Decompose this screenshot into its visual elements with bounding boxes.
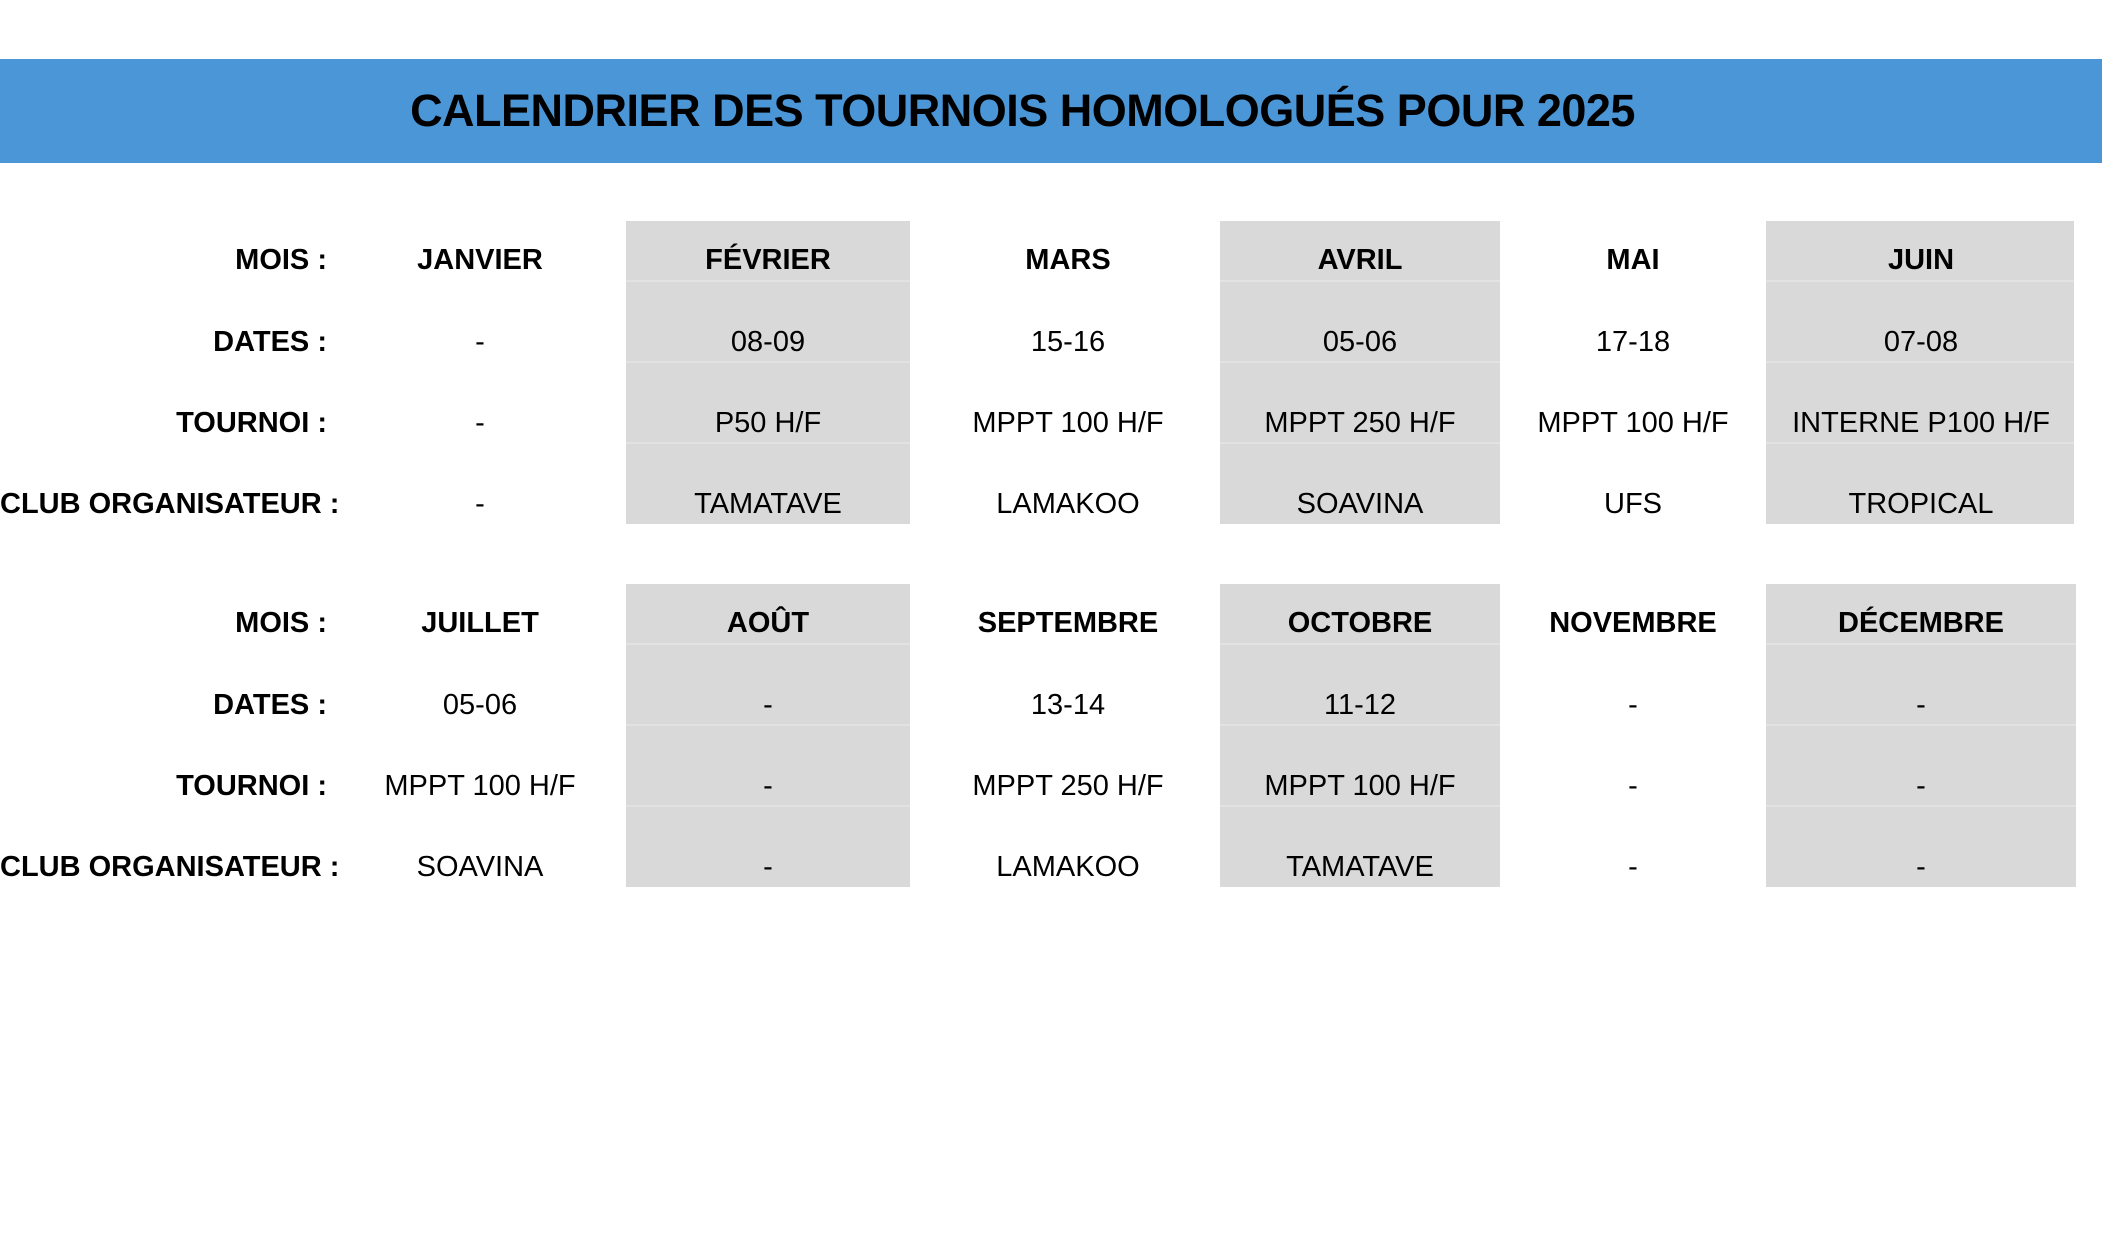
dates-cell-aout: - <box>763 689 773 721</box>
month-cell-juillet: JUILLET <box>421 607 539 639</box>
calendar-block-jul-dec <box>0 584 2102 887</box>
tournament-cell-janvier: - <box>475 407 485 439</box>
label-tournament: TOURNOI : <box>176 770 327 802</box>
dates-cell-mai: 17-18 <box>1595 326 1671 358</box>
label-tournament: TOURNOI : <box>176 407 327 439</box>
club-cell-aout: - <box>763 851 773 883</box>
label-month: MOIS : <box>235 607 327 639</box>
club-cell-janvier: - <box>475 488 485 520</box>
tournament-cell-octobre: MPPT 100 H/F <box>1264 770 1456 802</box>
label-month: MOIS : <box>235 244 327 276</box>
tournament-cell-juillet: MPPT 100 H/F <box>384 770 576 802</box>
tournament-cell-avril: MPPT 250 H/F <box>1264 407 1456 439</box>
tournament-cell-septembre: MPPT 250 H/F <box>972 770 1164 802</box>
dates-cell-avril: 05-06 <box>1322 326 1398 358</box>
tournament-cell-aout: - <box>763 770 773 802</box>
month-cell-octobre: OCTOBRE <box>1287 607 1433 639</box>
label-dates: DATES : <box>213 689 327 721</box>
page-title: CALENDRIER DES TOURNOIS HOMOLOGUÉS POUR 2025 <box>410 85 1635 136</box>
label-club: CLUB ORGANISATEUR : <box>0 488 340 520</box>
title-banner <box>0 59 2102 163</box>
month-cell-avril: AVRIL <box>1317 244 1403 276</box>
month-cell-aout: AOÛT <box>726 607 810 639</box>
tournament-cell-juin: INTERNE P100 H/F <box>1792 407 2050 439</box>
month-cell-fevrier: FÉVRIER <box>705 244 831 276</box>
label-dates: DATES : <box>213 326 327 358</box>
club-cell-mars: LAMAKOO <box>996 488 1140 520</box>
club-cell-juin: TROPICAL <box>1848 488 1994 520</box>
month-cell-mars: MARS <box>1025 244 1111 276</box>
dates-cell-mars: 15-16 <box>1030 326 1106 358</box>
month-cell-mai: MAI <box>1606 244 1660 276</box>
label-club: CLUB ORGANISATEUR : <box>0 851 340 883</box>
tournament-cell-decembre: - <box>1916 770 1926 802</box>
tournament-cell-mai: MPPT 100 H/F <box>1537 407 1729 439</box>
tournament-cell-fevrier: P50 H/F <box>714 407 822 439</box>
dates-cell-juillet: 05-06 <box>442 689 518 721</box>
club-cell-novembre: - <box>1628 851 1638 883</box>
club-cell-decembre: - <box>1916 851 1926 883</box>
dates-cell-septembre: 13-14 <box>1030 689 1106 721</box>
dates-cell-decembre: - <box>1916 689 1926 721</box>
club-cell-avril: SOAVINA <box>1296 488 1424 520</box>
dates-cell-octobre: 11-12 <box>1323 689 1397 721</box>
club-cell-octobre: TAMATAVE <box>1286 851 1434 883</box>
month-cell-novembre: NOVEMBRE <box>1549 607 1717 639</box>
dates-cell-juin: 07-08 <box>1883 326 1959 358</box>
calendar-block-jan-jun <box>0 221 2102 524</box>
month-cell-decembre: DÉCEMBRE <box>1838 607 2004 639</box>
month-cell-septembre: SEPTEMBRE <box>977 607 1159 639</box>
club-cell-septembre: LAMAKOO <box>996 851 1140 883</box>
club-cell-fevrier: TAMATAVE <box>694 488 842 520</box>
month-cell-janvier: JANVIER <box>417 244 543 276</box>
month-cell-juin: JUIN <box>1887 244 1955 276</box>
tournament-cell-novembre: - <box>1628 770 1638 802</box>
dates-cell-fevrier: 08-09 <box>730 326 806 358</box>
tournament-cell-mars: MPPT 100 H/F <box>972 407 1164 439</box>
dates-cell-janvier: - <box>475 326 485 358</box>
club-cell-juillet: SOAVINA <box>416 851 544 883</box>
club-cell-mai: UFS <box>1604 488 1662 520</box>
dates-cell-novembre: - <box>1628 689 1638 721</box>
